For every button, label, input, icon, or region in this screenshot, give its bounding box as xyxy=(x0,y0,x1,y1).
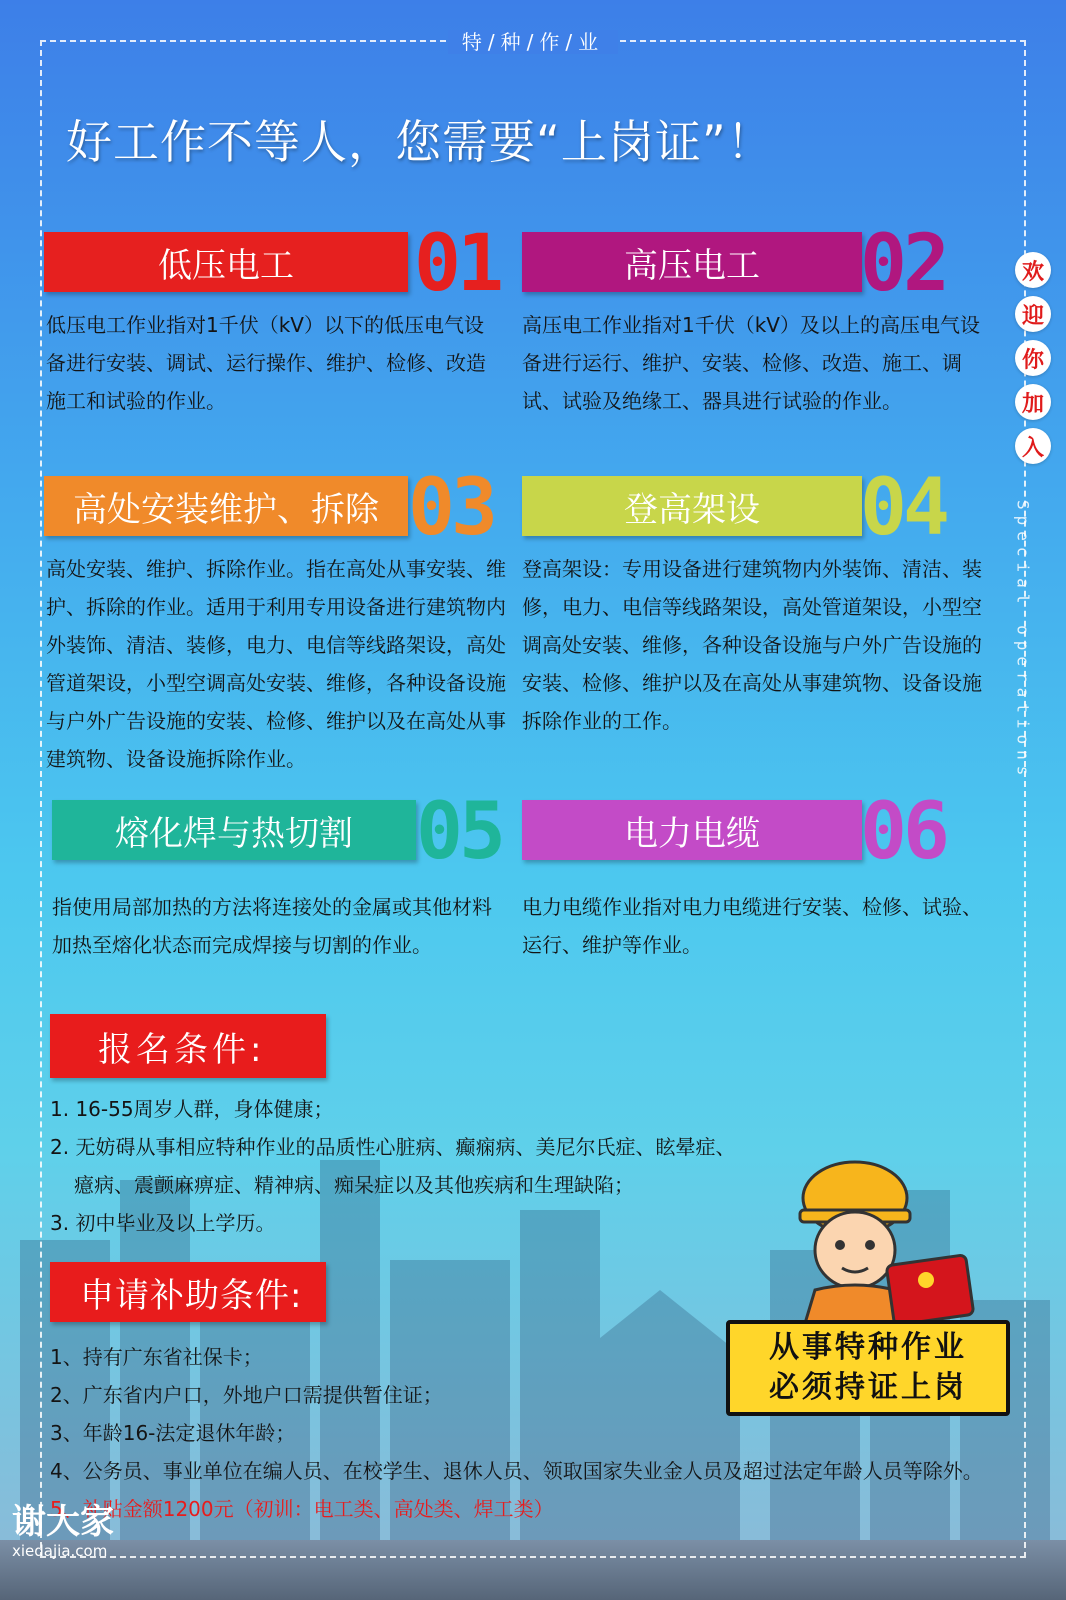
section-05-description: 指使用局部加热的方法将连接处的金属或其他材料加热至熔化状态而完成焊接与切割的作业。 xyxy=(52,895,492,957)
welcome-char: 加 xyxy=(1015,384,1051,420)
section-title: 登高架设 xyxy=(624,489,760,530)
section-number: 06 xyxy=(860,787,946,877)
section-04-title-bar xyxy=(522,476,862,536)
conditions-list xyxy=(50,1090,810,1242)
list-item: 2. 无妨碍从事相应特种作业的品质性心脏病、癫痫病、美尼尔氏症、眩晕症、 xyxy=(50,1135,736,1159)
welcome-char: 迎 xyxy=(1015,296,1051,332)
section-03-title-bar xyxy=(44,476,408,536)
section-number: 02 xyxy=(860,219,946,309)
section-title: 低压电工 xyxy=(158,245,294,286)
section-04-description: 登高架设：专用设备进行建筑物内外装饰、清洁、装修，电力、电信等线路架设，高处管道架设，小型空调高处安装、维修，各种设备设施与户外广告设施的安装、检修、维护以及在高处从事建筑物、设备设施拆除作业的工作。 xyxy=(522,557,982,733)
subsidy-label: 申请补助条件: xyxy=(50,1262,326,1322)
section-02 xyxy=(522,219,962,309)
side-welcome xyxy=(1014,252,1052,464)
section-01-description: 低压电工作业指对1千伏（kV）以下的低压电气设备进行安装、调试、运行操作、维护、检修、改造施工和试验的作业。 xyxy=(46,313,486,413)
section-title: 电力电缆 xyxy=(624,813,760,854)
section-number: 04 xyxy=(860,463,946,553)
subsidy-amount: 5、补贴金额1200元（初训：电工类、高处类、焊工类） xyxy=(50,1497,554,1521)
list-item: 癔病、震颤麻痹症、精神病、痴呆症以及其他疾病和生理缺陷； xyxy=(74,1173,634,1197)
site-logo xyxy=(12,1502,114,1560)
section-title: 高处安装维护、拆除 xyxy=(73,489,379,530)
list-item: 4、公务员、事业单位在编人员、在校学生、退休人员、领取国家失业金人员及超过法定年龄人员等除外。 xyxy=(50,1459,983,1483)
section-05 xyxy=(52,787,502,877)
list-item: 3. 初中毕业及以上学历。 xyxy=(50,1211,276,1235)
section-title: 高压电工 xyxy=(624,245,760,286)
top-tag-text: 特/种/作/业 xyxy=(448,30,618,54)
section-06-description: 电力电缆作业指对电力电缆进行安装、检修、试验、运行、维护等作业。 xyxy=(522,895,982,957)
list-item: 2、广东省内户口，外地户口需提供暂住证； xyxy=(50,1383,443,1407)
section-title: 熔化焊与热切割 xyxy=(115,813,353,854)
welcome-char: 你 xyxy=(1015,340,1051,376)
section-06-title-bar xyxy=(522,800,862,860)
section-04 xyxy=(522,463,962,553)
logo-url: xiedajia.com xyxy=(12,1542,108,1560)
section-02-description: 高压电工作业指对1千伏（kV）及以上的高压电气设备进行运行、维护、安装、检修、改造、施工、调试、试验及绝缘工、器具进行试验的作业。 xyxy=(522,313,980,413)
section-01-title-bar xyxy=(44,232,408,292)
list-item: 1. 16-55周岁人群，身体健康； xyxy=(50,1097,334,1121)
section-05-title-bar xyxy=(52,800,416,860)
section-02-title-bar xyxy=(522,232,862,292)
list-item: 3、年龄16-法定退休年龄； xyxy=(50,1421,296,1445)
side-special-text: Special operations xyxy=(1013,500,1032,782)
top-tag xyxy=(0,26,1066,55)
section-03-description: 高处安装、维护、拆除作业。指在高处从事安装、维护、拆除的作业。适用于利用专用设备进行建筑物内外装饰、清洁、装修，电力、电信等线路架设，高处管道架设，小型空调高处安装、维修，各种设备设施与户外广告设施的安装、检修、维护以及在高处从事建筑物、设备设施拆除作业。 xyxy=(46,557,506,771)
page-headline: 好工作不等人，您需要“上岗证”！ xyxy=(66,115,774,169)
certification-badge xyxy=(726,1320,1010,1416)
worker-mascot-icon xyxy=(760,1140,990,1340)
welcome-char: 欢 xyxy=(1015,252,1051,288)
section-number: 03 xyxy=(408,463,494,553)
section-number: 01 xyxy=(414,219,500,309)
logo-name: 谢大家 xyxy=(12,1502,114,1542)
section-number: 05 xyxy=(416,787,502,877)
section-01 xyxy=(44,219,500,309)
badge-line-1: 从事特种作业 xyxy=(769,1330,967,1365)
list-item: 1、持有广东省社保卡； xyxy=(50,1345,263,1369)
welcome-char: 入 xyxy=(1015,428,1051,464)
section-06 xyxy=(522,787,962,877)
conditions-label: 报名条件: xyxy=(50,1014,326,1078)
section-03 xyxy=(44,463,494,553)
badge-line-2: 必须持证上岗 xyxy=(769,1370,967,1405)
